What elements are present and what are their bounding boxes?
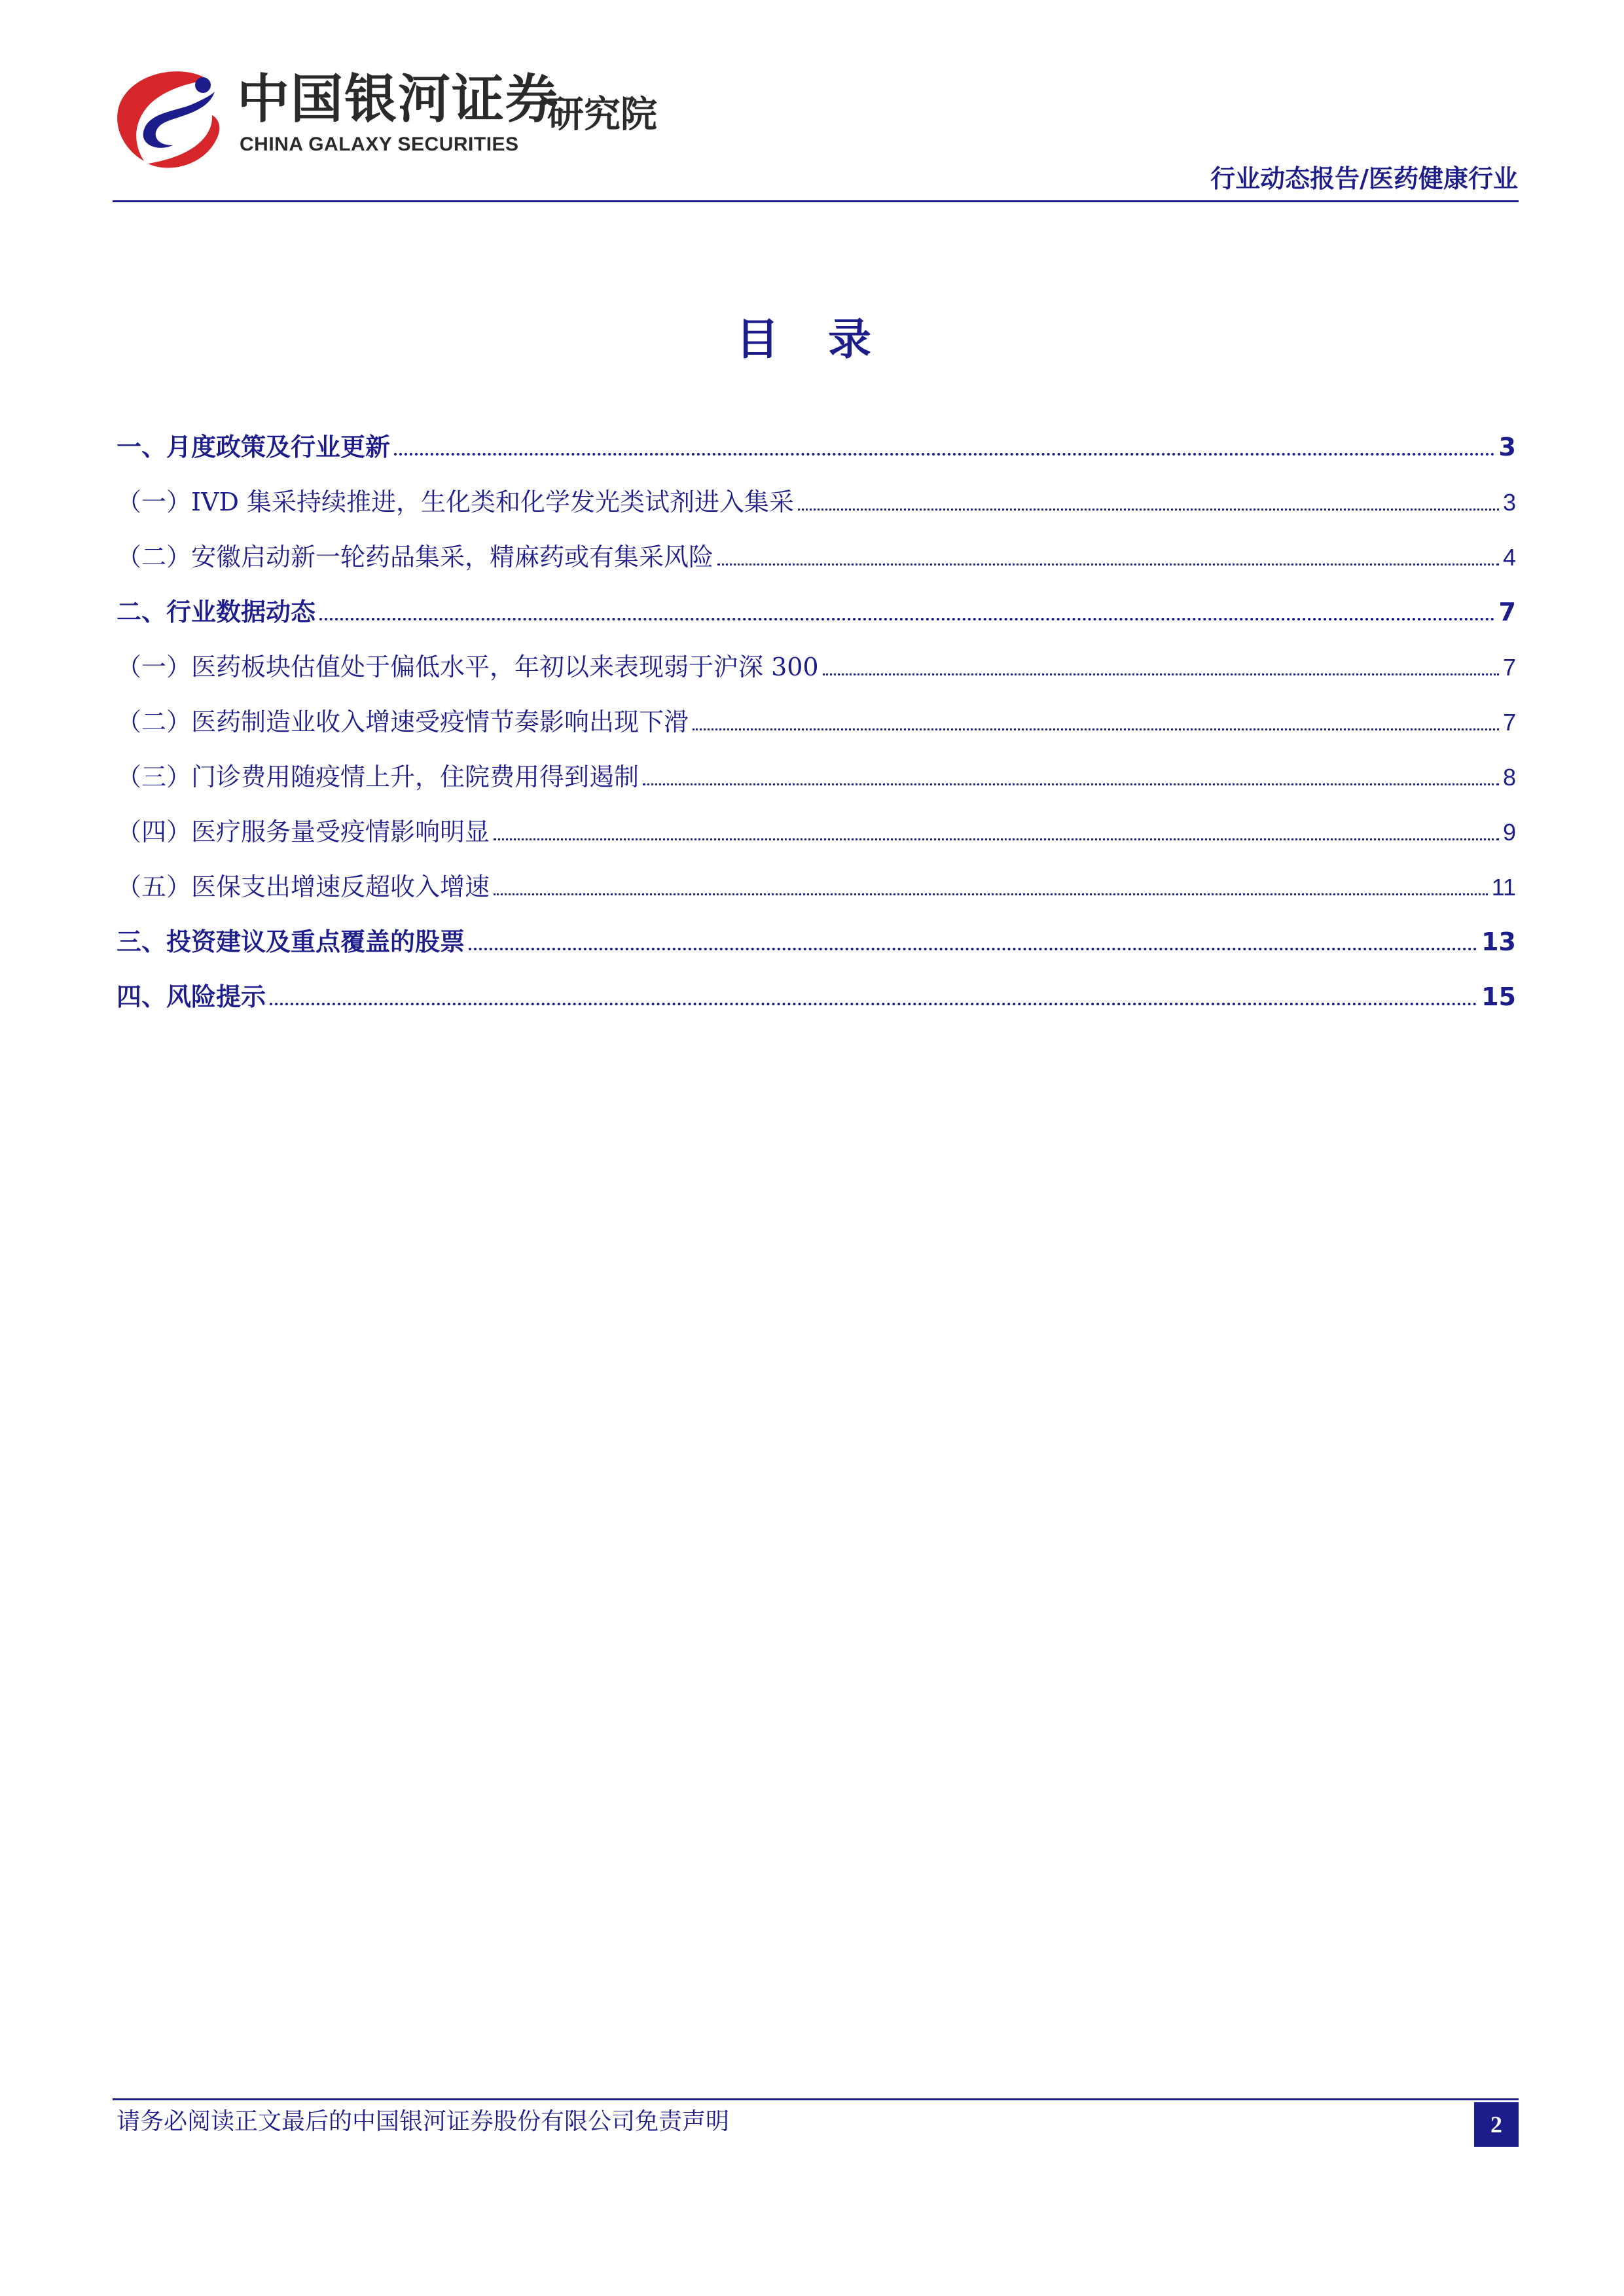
toc-entry[interactable] — [117, 469, 1516, 524]
toc-leader-dots — [319, 618, 1495, 620]
logo-english-name: CHINA GALAXY SECURITIES — [240, 134, 519, 155]
logo-chinese-name: 中国银河证券 — [237, 69, 559, 130]
toc-entry-page: 8 — [1502, 764, 1516, 791]
header-divider — [113, 200, 1519, 202]
toc-leader-dots — [643, 783, 1499, 785]
toc-title: 目 录 — [736, 314, 888, 365]
toc-entry-label: 三、投资建议及重点覆盖的股票 — [117, 927, 465, 956]
toc-entry[interactable] — [117, 689, 1516, 744]
footer-disclaimer: 请务必阅读正文最后的中国银河证券股份有限公司免责声明 — [117, 2108, 730, 2135]
toc-leader-dots — [469, 948, 1477, 950]
toc-entry[interactable] — [117, 579, 1516, 634]
toc-entry[interactable] — [117, 634, 1516, 689]
toc-entry-label: （二）安徽启动新一轮药品集采，精麻药或有集采风险 — [117, 543, 714, 571]
toc-leader-dots — [494, 893, 1488, 895]
toc-entry-label: 一、月度政策及行业更新 — [117, 433, 391, 461]
table-of-contents — [117, 414, 1516, 1018]
toc-entry-page: 7 — [1502, 654, 1516, 681]
toc-entry-page: 7 — [1502, 709, 1516, 736]
footer-divider — [113, 2098, 1519, 2100]
toc-entry[interactable] — [117, 524, 1516, 579]
toc-entry-label: （二）医药制造业收入增速受疫情节奏影响出现下滑 — [117, 708, 689, 736]
toc-entry-page: 7 — [1498, 598, 1516, 626]
toc-entry-page: 15 — [1481, 982, 1516, 1011]
toc-entry-label: （五）医保支出增速反超收入增速 — [117, 872, 490, 901]
toc-leader-dots — [693, 728, 1499, 730]
toc-entry[interactable] — [117, 414, 1516, 469]
toc-entry[interactable] — [117, 798, 1516, 853]
toc-leader-dots — [494, 838, 1499, 840]
toc-entry-label: （三）门诊费用随疫情上升，住院费用得到遏制 — [117, 762, 640, 791]
toc-entry-page: 13 — [1481, 927, 1516, 956]
toc-entry-page: 3 — [1502, 489, 1516, 516]
toc-entry-page: 11 — [1491, 874, 1516, 901]
report-type-label: 行业动态报告/医药健康行业 — [1210, 164, 1518, 193]
page-header — [0, 0, 1624, 209]
toc-leader-dots — [717, 564, 1499, 565]
toc-entry-page: 9 — [1502, 819, 1516, 846]
toc-entry-label: （一）IVD 集采持续推进，生化类和化学发光类试剂进入集采 — [117, 488, 795, 516]
toc-entry[interactable] — [117, 908, 1516, 963]
toc-entry-label: 四、风险提示 — [117, 982, 266, 1011]
toc-entry[interactable] — [117, 853, 1516, 908]
toc-leader-dots — [270, 1003, 1477, 1005]
page-number: 2 — [1474, 2102, 1519, 2147]
toc-entry[interactable] — [117, 963, 1516, 1018]
toc-entry-label: （四）医疗服务量受疫情影响明显 — [117, 817, 490, 846]
institute-name: 研究院 — [547, 94, 657, 136]
toc-entry-page: 4 — [1502, 544, 1516, 571]
china-galaxy-logo-icon — [110, 65, 221, 170]
toc-entry-label: 二、行业数据动态 — [117, 598, 316, 626]
toc-entry-label: （一）医药板块估值处于偏低水平，年初以来表现弱于沪深 300 — [117, 653, 819, 681]
toc-leader-dots — [823, 673, 1499, 675]
toc-leader-dots — [394, 453, 1495, 456]
toc-entry-page: 3 — [1498, 433, 1516, 461]
toc-leader-dots — [798, 509, 1499, 511]
toc-entry[interactable] — [117, 744, 1516, 798]
